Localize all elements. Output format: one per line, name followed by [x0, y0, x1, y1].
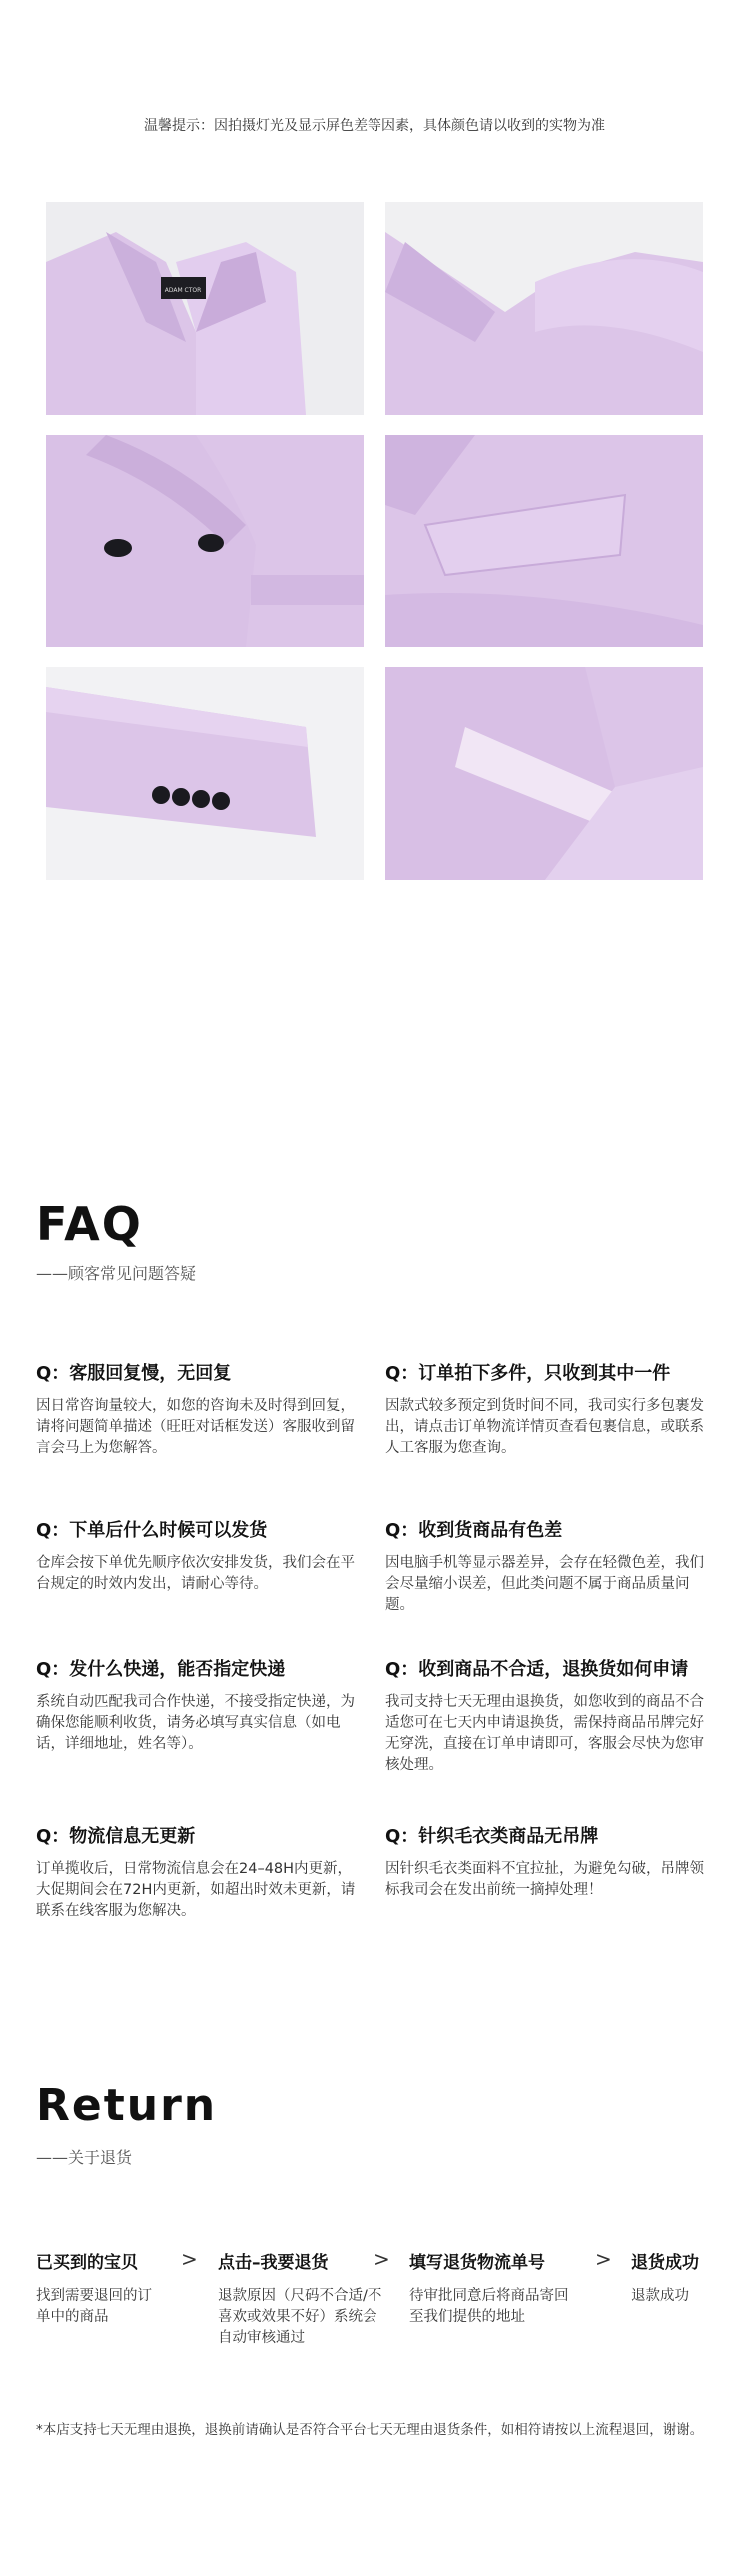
- return-step-title: 填写退货物流单号: [409, 2253, 545, 2273]
- faq-question: Q：物流信息无更新: [36, 1826, 196, 1847]
- faq-question: Q：客服回复慢，无回复: [36, 1363, 232, 1384]
- faq-answer: 我司支持七天无理由退换货，如您收到的商品不合适您可在七天内申请退换货，需保持商品吊牌完好无穿洗，直接在订单申请即可，客服会尽快为您审核处理。: [385, 1694, 704, 1773]
- return-step-title: 退货成功: [631, 2253, 699, 2273]
- return-title: Return: [36, 2080, 218, 2131]
- faq-answer: 因针织毛衣类面料不宜拉扯，为避免勾破，吊牌领标我司会在发出前统一摘掉处理！: [385, 1861, 704, 1898]
- step-arrow-icon: >: [374, 2247, 390, 2271]
- photo-pocket-flap: [385, 435, 703, 647]
- faq-answer: 订单揽收后，日常物流信息会在24–48H内更新，大促期间会在72H内更新，如超出时效未更新，请联系在线客服为您解决。: [36, 1861, 356, 1919]
- faq-answer: 仓库会按下单优先顺序依次安排发货，我们会在平台规定的时效内发出，请耐心等待。: [36, 1555, 355, 1592]
- faq-subtitle: ——顾客常见问题答疑: [36, 1264, 197, 1283]
- return-footnote: *本店支持七天无理由退换，退换前请确认是否符合平台七天无理由退货条件，如相符请按以上流程退回，谢谢。: [36, 2422, 704, 2438]
- return-step-desc: 找到需要退回的订单中的商品: [36, 2288, 152, 2325]
- photo-shoulder: [385, 202, 703, 415]
- return-step-title: 点击–我要退货: [218, 2253, 329, 2273]
- faq-question: Q：发什么快递，能否指定快递: [36, 1659, 286, 1680]
- faq-question: Q：针织毛衣类商品无吊牌: [385, 1826, 599, 1847]
- photo-sleeve-cuff: [46, 667, 364, 880]
- faq-answer: 因款式较多预定到货时间不同，我司实行多包裹发出，请点击订单物流详情页查看包裹信息，或联系人工客服为您查询。: [385, 1398, 704, 1456]
- faq-answer: 系统自动匹配我司合作快递，不接受指定快递，为确保您能顺利收货，请务必填写真实信息（如电话，详细地址，姓名等）。: [36, 1694, 355, 1752]
- photo-front-buttons: [46, 435, 364, 647]
- return-step-desc: 退款成功: [631, 2288, 689, 2304]
- faq-question: Q：收到货商品有色差: [385, 1520, 563, 1541]
- return-step-desc: 退款原因（尺码不合适/不喜欢或效果不好）系统会自动审核通过: [218, 2288, 382, 2346]
- faq-answer: 因日常咨询量较大，如您的咨询未及时得到回复，请将问题简单描述（旺旺对话框发送）客服收到留言会马上为您解答。: [36, 1398, 355, 1456]
- color-notice: 温馨提示：因拍摄灯光及显示屏色差等因素，具体颜色请以收到的实物为准: [144, 118, 605, 134]
- faq-answer: 因电脑手机等显示器差异，会存在轻微色差，我们会尽量缩小误差，但此类问题不属于商品质量问题。: [385, 1555, 704, 1613]
- step-arrow-icon: >: [181, 2247, 198, 2271]
- faq-question: Q：下单后什么时候可以发货: [36, 1520, 268, 1541]
- return-subtitle: ——关于退货: [36, 2148, 133, 2167]
- faq-question: Q：订单拍下多件，只收到其中一件: [385, 1363, 671, 1384]
- return-step-desc: 待审批同意后将商品寄回至我们提供的地址: [409, 2288, 569, 2325]
- return-step-title: 已买到的宝贝: [36, 2253, 138, 2273]
- label-text: ADAM CTOR: [164, 287, 202, 294]
- step-arrow-icon: >: [595, 2247, 612, 2271]
- faq-question: Q：收到商品不合适，退换货如何申请: [385, 1659, 689, 1680]
- photo-hem-lining: [385, 667, 703, 880]
- faq-title: FAQ: [36, 1197, 143, 1251]
- photo-lapel-collar: [46, 202, 364, 415]
